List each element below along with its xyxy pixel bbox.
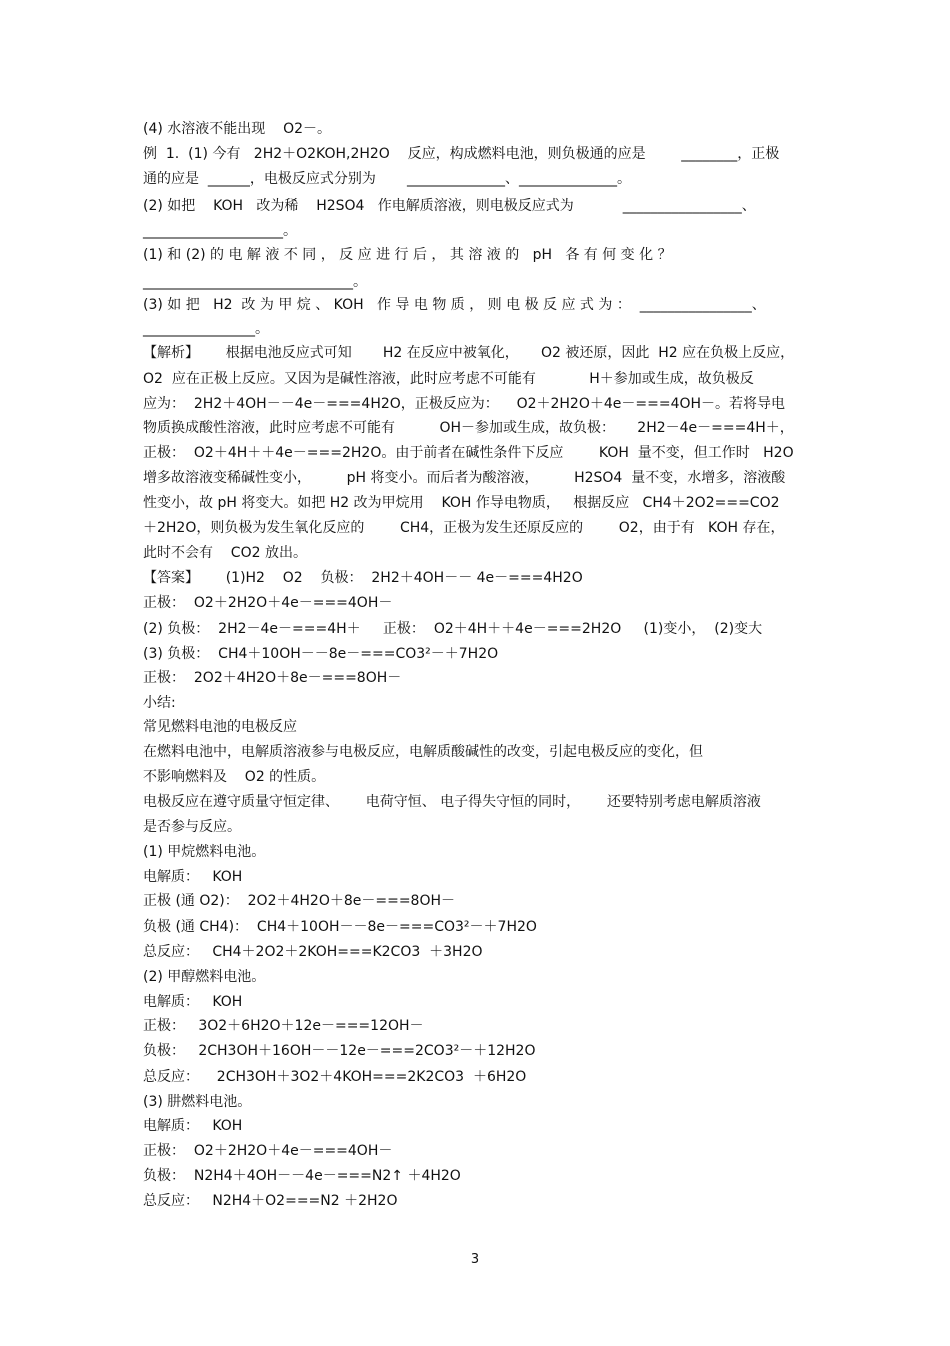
text-line: 电极反应在遵守质量守恒定律、 电荷守恒、 电子得失守恒的同时， 还要特别考虑电解质溶液: [143, 794, 761, 810]
text-line: 总反应： N2H4＋O2===N2 ＋2H2O: [143, 1193, 398, 1209]
text-line: 正极： O2＋4H＋＋4e－===2H2O。由于前者在碱性条件下反应 KOH 量不变，但工作时 H2O: [143, 445, 794, 461]
text-line: 负极： 2CH3OH＋16OH－－12e－===2CO3²－＋12H2O: [143, 1043, 536, 1059]
text-line: 在燃料电池中，电解质溶液参与电极反应，电解质酸碱性的改变，引起电极反应的变化，但: [143, 744, 703, 760]
text-line: (2) 负极： 2H2－4e－===4H＋ 正极： O2＋4H＋＋4e－===2H2O (1)变小， (2)变大: [143, 621, 763, 637]
text-line: 正极： O2＋2H2O＋4e－===4OH－: [143, 1143, 393, 1159]
text-line: ________________。: [143, 321, 269, 337]
text-line: 增多故溶液变稀碱性变小， pH 将变小。而后者为酸溶液， H2SO4 量不变，水增多，溶液酸: [143, 470, 786, 486]
text-line: 总反应： 2CH3OH＋3O2＋4KOH===2K2CO3 ＋6H2O: [143, 1069, 527, 1085]
answer-label: 【答案】 (1)H2 O2 负极： 2H2＋4OH－－ 4e－===4H2O: [143, 570, 583, 586]
text-line: 正极： 3O2＋6H2O＋12e－===12OH－: [143, 1018, 424, 1034]
text-line: (3) 如 把 H2 改 为 甲 烷 、 KOH 作 导 电 物 质 ， 则 电 极 反 应 式 为 ： ________________、: [143, 297, 766, 313]
text-line: 总反应： CH4＋2O2＋2KOH===K2CO3 ＋3H2O: [143, 944, 483, 960]
text-line: 不影响燃料及 O2 的性质。: [143, 769, 326, 785]
text-line: ______________________________。: [143, 274, 367, 290]
text-line: O2 应在正极上反应。又因为是碱性溶液，此时应考虑不可能有 H＋参加或生成，故负极反: [143, 371, 754, 387]
text-line: ____________________。: [143, 223, 297, 239]
text-line: 是否参与反应。: [143, 819, 241, 835]
text-line: 正极 (通 O2)： 2O2＋4H2O＋8e－===8OH－: [143, 893, 456, 909]
text-line: (3) 负极： CH4＋10OH－－8e－===CO3²－＋7H2O: [143, 646, 499, 662]
text-line: (1) 和 (2) 的 电 解 液 不 同 ， 反 应 进 行 后 ， 其 溶 液 的 pH 各 有 何 变 化 ？: [143, 247, 672, 263]
page-number: 3: [470, 1252, 480, 1267]
text-line: 例 1. (1) 今有 2H2＋O2KOH,2H2O 反应，构成燃料电池，则负极通的应是 ________，正极: [143, 146, 780, 162]
analysis-label: 【解析】 根据电池反应式可知 H2 在反应中被氧化， O2 被还原，因此 H2 应在负极上反应，: [143, 345, 795, 361]
text-line: 物质换成酸性溶液，此时应考虑不可能有 OH－参加或生成，故负极： 2H2－4e－===4H＋，: [143, 420, 794, 436]
subsection-title: (2) 甲醇燃料电池。: [143, 969, 266, 985]
text-line: 电解质： KOH: [143, 1118, 243, 1134]
text-line: 此时不会有 CO2 放出。: [143, 545, 307, 561]
text-line: 负极： N2H4＋4OH－－4e－===N2↑ ＋4H2O: [143, 1168, 461, 1184]
text-line: 负极 (通 CH4)： CH4＋10OH－－8e－===CO3²－＋7H2O: [143, 919, 537, 935]
summary-label: 小结:: [143, 695, 176, 711]
text-line: 性变小，故 pH 将变大。如把 H2 改为甲烷用 KOH 作导电物质， 根据反应 CH4＋2O2===CO2: [143, 495, 780, 511]
text-line: 电解质： KOH: [143, 869, 243, 885]
text-line: 电解质： KOH: [143, 994, 243, 1010]
text-line: 应为： 2H2＋4OH－－4e－===4H2O，正极反应为： O2＋2H2O＋4e－===4OH－。若将导电: [143, 396, 786, 412]
text-line: ＋2H2O，则负极为发生氧化反应的 CH4，正极为发生还原反应的 O2，由于有 KOH 存在，: [143, 520, 785, 536]
text-line: (2) 如把 KOH 改为稀 H2SO4 作电解质溶液，则电极反应式为 _________________、: [143, 198, 756, 214]
text-line: 正极： 2O2＋4H2O＋8e－===8OH－: [143, 670, 402, 686]
section-title: 常见燃料电池的电极反应: [143, 719, 297, 735]
text-line: (4) 水溶液不能出现 O2－。: [143, 121, 332, 137]
subsection-title: (1) 甲烷燃料电池。: [143, 844, 266, 860]
text-line: 通的应是 ______，电极反应式分别为 ______________、______________。: [143, 171, 632, 187]
text-line: 正极： O2＋2H2O＋4e－===4OH－: [143, 595, 393, 611]
subsection-title: (3) 肼燃料电池。: [143, 1094, 252, 1110]
